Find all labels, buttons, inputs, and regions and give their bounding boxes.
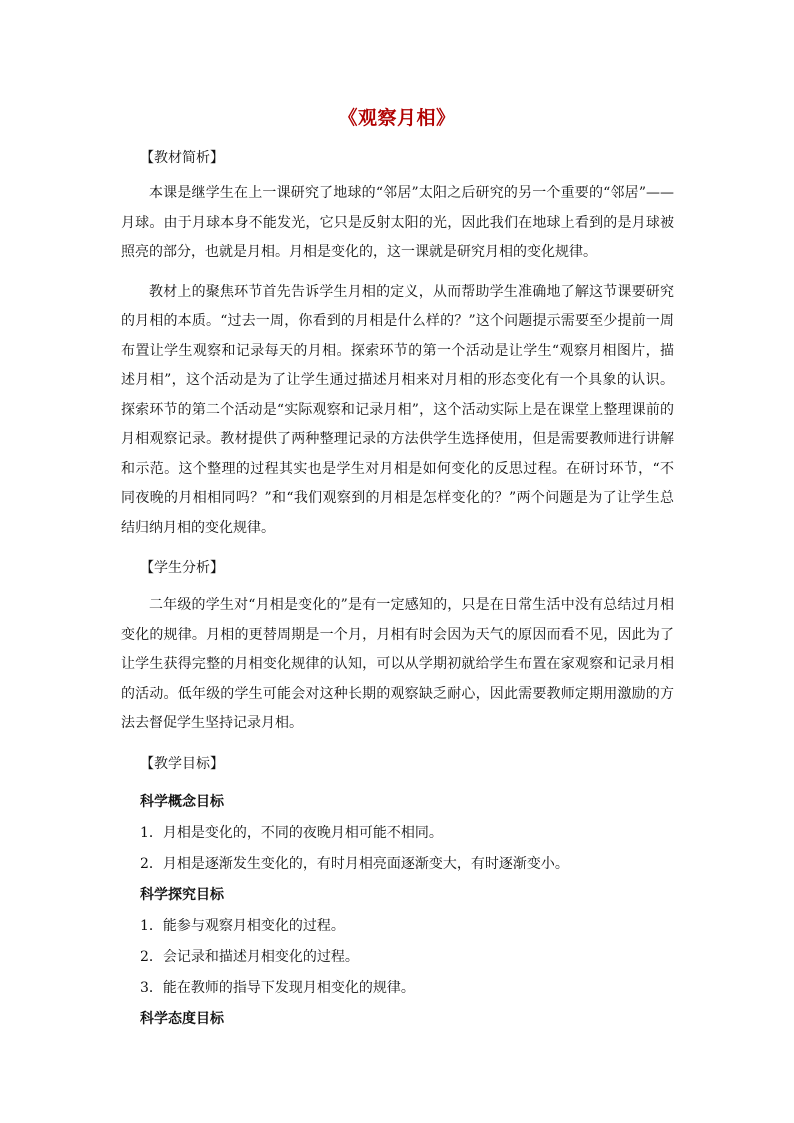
concept-goal-item-1: 1．月相是变化的，不同的夜晚月相可能不相同。 [140,824,443,841]
paragraph-student-analysis-1: 二年级的学生对“月相是变化的”是有一定感知的，只是在日常生活中没有总结过月相变化的规律。月相的更替周期是一个月，月相有时会因为天气的原因而看不见，因此为了让学生获得完整的月相变化规律的认知，可以从学期初就给学生布置在家观察和记录月相的活动。低年级的学生可能会对这种长期的观察缺乏耐心，因此需要教师定期用激励的方法去督促学生坚持记录月相。 [121,597,674,731]
inquiry-goal-item-3: 3．能在教师的指导下发现月相变化的规律。 [140,979,415,996]
section-heading-student-analysis: 【学生分析】 [140,560,224,576]
subheading-concept-goals: 科学概念目标 [140,793,224,810]
document-body [121,145,674,1035]
spacer [121,268,674,278]
document-title: 《观察月相》 [338,107,456,129]
paragraph-textbook-analysis-2: 教材上的聚焦环节首先告诉学生月相的定义，从而帮助学生准确地了解这节课要研究的月相的本质。“过去一周，你看到的月相是什么样的？”这个问题提示需要至少提前一周布置让学生观察和记录每天的月相。探索环节的第一个活动是让学生“观察月相图片，描述月相”，这个活动是为了让学生通过描述月相来对月相的形态变化有一个具象的认识。探索环节的第二个活动是“实际观察和记录月相”，这个活动实际上是在课堂上整理课前的月相观察记录。教材提供了两种整理记录的方法供学生选择使用，但是需要教师进行讲解和示范。这个整理的过程其实也是学生对月相是如何变化的反思过程。在研讨环节，“不同夜晚的月相相同吗？”和“我们观察到的月相是怎样变化的？”两个问题是为了让学生总结归纳月相的变化规律。 [121,283,674,536]
section-heading-teaching-goals: 【教学目标】 [140,755,224,772]
spacer [121,171,674,179]
subheading-inquiry-goals: 科学探究目标 [140,886,224,903]
section-heading-textbook-analysis: 【教材简析】 [140,150,224,166]
inquiry-goal-item-1: 1．能参与观察月相变化的过程。 [140,917,345,934]
subheading-attitude-goals: 科学态度目标 [140,1010,224,1027]
concept-goal-item-2: 2．月相是逐渐发生变化的，有时月相亮面逐渐变大，有时逐渐变小。 [140,855,569,872]
paragraph-textbook-analysis-1: 本课是继学生在上一课研究了地球的“邻居”太阳之后研究的另一个重要的“邻居”——月球。由于月球本身不能发光，它只是反射太阳的光，因此我们在地球上看到的是月球被照亮的部分，也就是月相。月相是变化的，这一课就是研究月相的变化规律。 [121,185,674,260]
inquiry-goal-item-2: 2．会记录和描述月相变化的过程。 [140,948,359,965]
